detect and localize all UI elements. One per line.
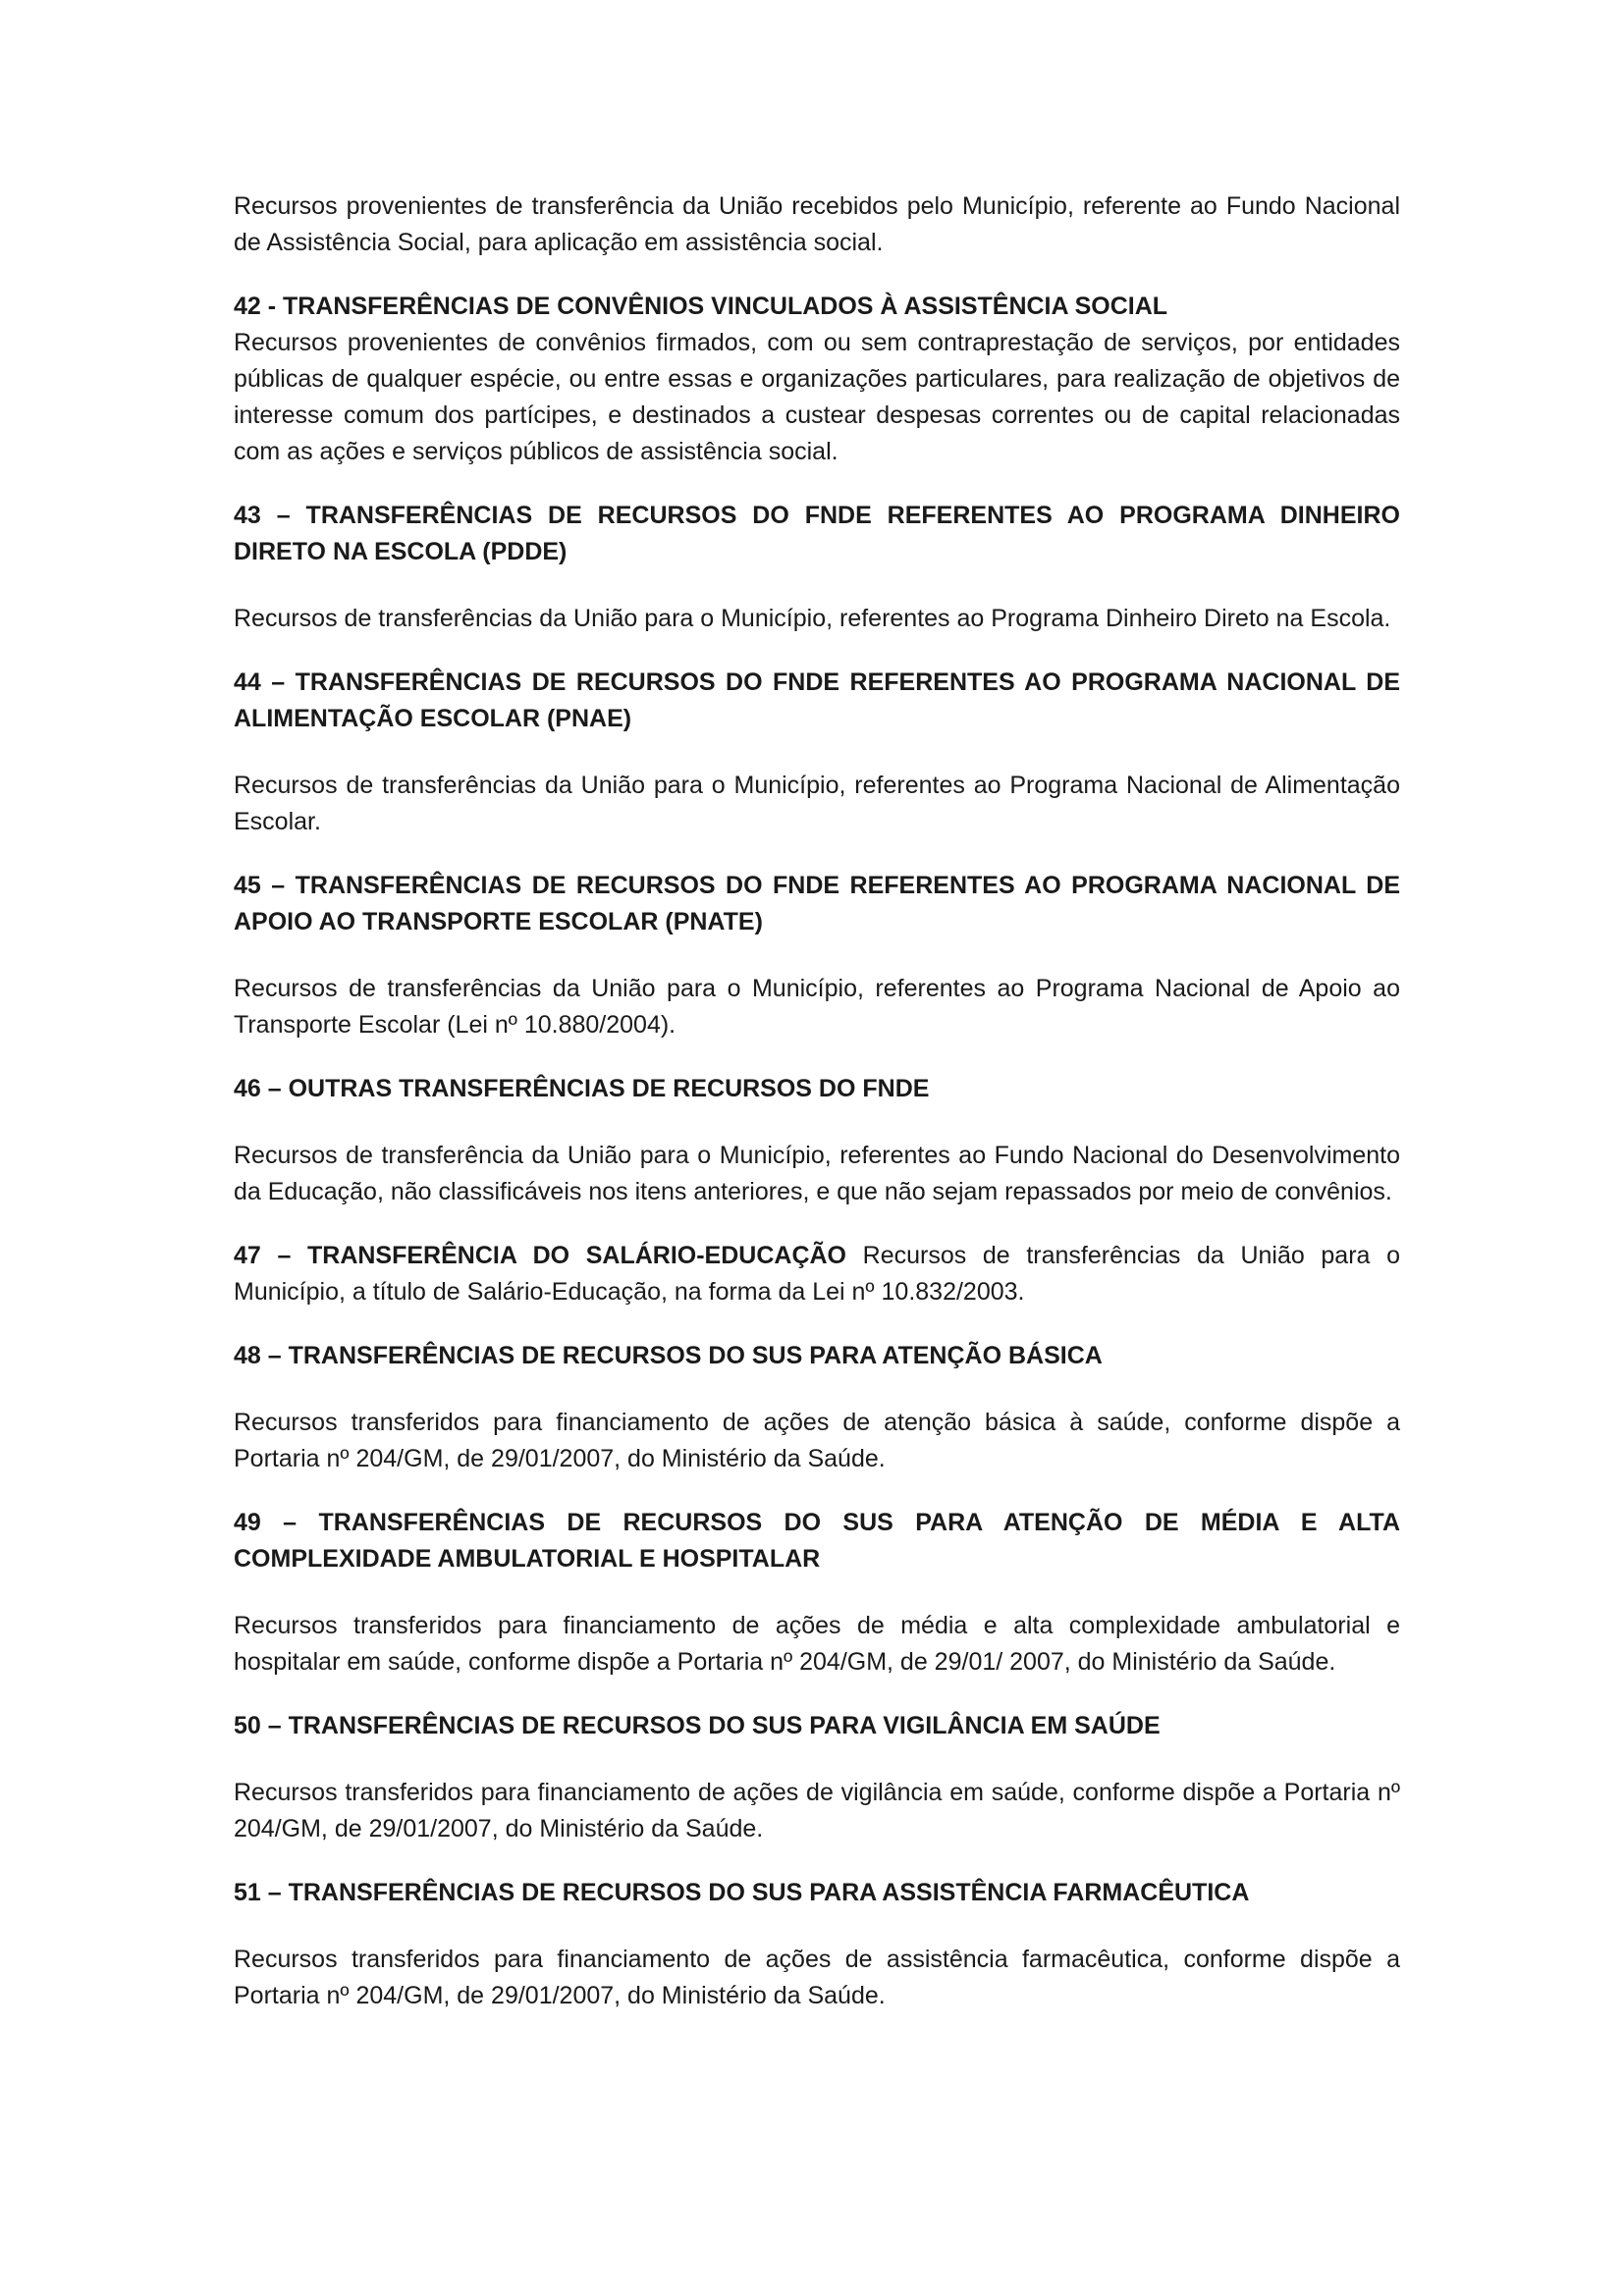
section-body: Recursos transferidos para financiamento de ações de assistência farmacêutica, conforme dispõe a Portaria nº 204/GM, de 29/01/2007, do Ministério da Saúde. — [234, 1946, 1400, 2009]
section-heading: 45 – TRANSFERÊNCIAS DE RECURSOS DO FNDE REFERENTES AO PROGRAMA NACIONAL DE APOIO AO TRANSPORTE ESCOLAR (PNATE) — [234, 872, 1400, 935]
intro-paragraph: Recursos provenientes de transferência da União recebidos pelo Município, referente ao Fundo Nacional de Assistência Social, para aplicação em assistência social. — [234, 192, 1400, 256]
section-heading: 42 - TRANSFERÊNCIAS DE CONVÊNIOS VINCULADOS À ASSISTÊNCIA SOCIAL — [234, 293, 1168, 320]
section-heading: 46 – OUTRAS TRANSFERÊNCIAS DE RECURSOS DO FNDE — [234, 1075, 930, 1102]
section-body: Recursos transferidos para financiamento de ações de vigilância em saúde, conforme dispõe a Portaria nº 204/GM, de 29/01/2007, do Ministério da Saúde. — [234, 1779, 1400, 1842]
section-50 — [234, 1708, 1400, 1847]
section-43 — [234, 498, 1400, 637]
section-body: Recursos de transferências da União para o Município, referentes ao Programa Nacional de Alimentação Escolar. — [234, 772, 1400, 835]
section-body: Recursos provenientes de convênios firmados, com ou sem contraprestação de serviços, por entidades públicas de qualquer espécie, ou entre essas e organizações particulares, para realização de objetivos de interesse comum dos partícipes, e destinados a custear despesas correntes ou de capital relacionadas com as ações e serviços públicos de assistência social. — [234, 329, 1400, 465]
section-body: Recursos de transferências da União para o Município, a título de Salário-Educação, na forma da Lei nº 10.832/2003. — [234, 1242, 1400, 1306]
section-46 — [234, 1071, 1400, 1210]
section-heading: 51 – TRANSFERÊNCIAS DE RECURSOS DO SUS PARA ASSISTÊNCIA FARMACÊUTICA — [234, 1879, 1250, 1906]
section-body: Recursos transferidos para financiamento de ações de atenção básica à saúde, conforme dispõe a Portaria nº 204/GM, de 29/01/2007, do Ministério da Saúde. — [234, 1409, 1400, 1472]
section-paragraph — [234, 1238, 1400, 1310]
section-49 — [234, 1505, 1400, 1681]
section-body: Recursos transferidos para financiamento de ações de média e alta complexidade ambulatorial e hospitalar em saúde, conforme dispõe a Portaria nº 204/GM, de 29/01/ 2007, do Ministério da Saúde. — [234, 1612, 1400, 1676]
section-heading: 47 – TRANSFERÊNCIA DO SALÁRIO-EDUCAÇÃO — [234, 1242, 847, 1269]
section-48 — [234, 1338, 1400, 1477]
section-heading: 50 – TRANSFERÊNCIAS DE RECURSOS DO SUS PARA VIGILÂNCIA EM SAÚDE — [234, 1712, 1161, 1739]
section-heading: 44 – TRANSFERÊNCIAS DE RECURSOS DO FNDE REFERENTES AO PROGRAMA NACIONAL DE ALIMENTAÇÃO ESCOLAR (PNAE) — [234, 668, 1400, 732]
section-51 — [234, 1875, 1400, 2014]
section-45 — [234, 868, 1400, 1043]
section-heading: 49 – TRANSFERÊNCIAS DE RECURSOS DO SUS PARA ATENÇÃO DE MÉDIA E ALTA COMPLEXIDADE AMBULATORIAL E HOSPITALAR — [234, 1509, 1400, 1573]
section-heading: 43 – TRANSFERÊNCIAS DE RECURSOS DO FNDE REFERENTES AO PROGRAMA DINHEIRO DIRETO NA ESCOLA (PDDE) — [234, 502, 1400, 565]
section-body: Recursos de transferências da União para o Município, referentes ao Programa Nacional de Apoio ao Transporte Escolar (Lei nº 10.880/2004). — [234, 975, 1400, 1039]
document-page — [234, 188, 1400, 2014]
section-47 — [234, 1238, 1400, 1310]
section-body: Recursos de transferência da União para o Município, referentes ao Fundo Nacional do Desenvolvimento da Educação, não classificáveis nos itens anteriores, e que não sejam repassados por meio de convênios. — [234, 1142, 1400, 1205]
section-44 — [234, 665, 1400, 840]
section-42 — [234, 289, 1400, 470]
section-heading: 48 – TRANSFERÊNCIAS DE RECURSOS DO SUS PARA ATENÇÃO BÁSICA — [234, 1342, 1103, 1369]
section-body: Recursos de transferências da União para o Município, referentes ao Programa Dinheiro Direto na Escola. — [234, 605, 1391, 632]
